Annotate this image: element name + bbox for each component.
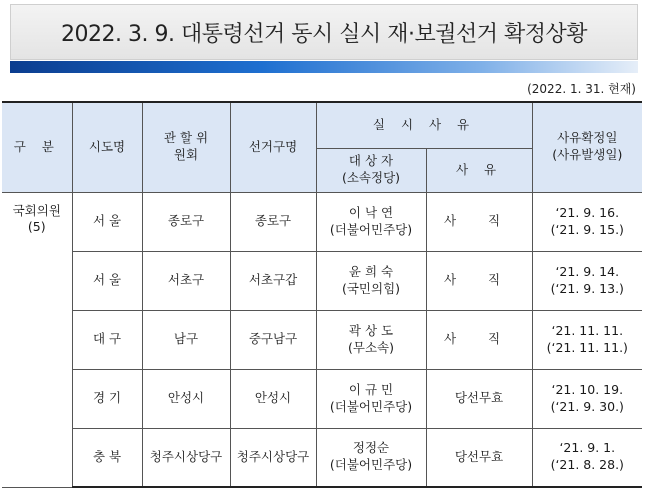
province-cell: 대 구	[72, 310, 142, 369]
target-name: 이 규 민	[348, 381, 394, 397]
date-occurred: (‘21. 9. 30.)	[550, 398, 624, 414]
election-table	[2, 101, 642, 488]
commission-cell: 안성시	[142, 369, 230, 428]
reason-cell: 사 직	[426, 192, 532, 251]
header-target-line2: (소속정당)	[341, 170, 401, 185]
date-occurred: (‘21. 9. 13.)	[550, 280, 624, 296]
page-title: 2022. 3. 9. 대통령선거 동시 실시 재·보궐선거 확정상황	[61, 21, 587, 47]
date-cell	[532, 428, 642, 487]
reason-cell: 당선무효	[426, 369, 532, 428]
date-confirmed: ‘21. 9. 1.	[559, 440, 616, 456]
reason-cell: 사 직	[426, 310, 532, 369]
date-confirmed: ‘21. 9. 14.	[555, 263, 620, 279]
title-gradient-bar	[10, 61, 638, 73]
commission-cell: 청주시상당구	[142, 428, 230, 487]
date-cell	[532, 192, 642, 251]
date-occurred: (‘21. 9. 15.)	[550, 221, 624, 237]
header-reason: 사 유	[426, 148, 532, 192]
district-cell: 서초구갑	[230, 251, 316, 310]
district-cell: 중구남구	[230, 310, 316, 369]
district-cell: 종로구	[230, 192, 316, 251]
header-district: 선거구명	[230, 102, 316, 192]
target-name: 이 낙 연	[348, 204, 394, 220]
table-row	[2, 369, 642, 428]
target-name: 정정순	[352, 440, 390, 456]
date-confirmed: ‘21. 11. 11.	[551, 322, 624, 338]
reason-cell: 사 직	[426, 251, 532, 310]
header-date-line1: 사유확정일	[557, 130, 618, 146]
header-target-line1: 대 상 자	[348, 153, 394, 169]
category-label: 국회의원	[12, 202, 61, 218]
header-commission	[142, 102, 230, 192]
date-cell	[532, 369, 642, 428]
header-commission-line1: 관 할 위	[163, 130, 209, 146]
province-cell: 충 북	[72, 428, 142, 487]
target-party: (더불어민주당)	[329, 398, 413, 414]
as-of-date: (2022. 1. 31. 현재)	[527, 82, 636, 96]
province-cell: 서 울	[72, 192, 142, 251]
commission-cell: 남구	[142, 310, 230, 369]
commission-cell: 서초구	[142, 251, 230, 310]
title-box	[10, 4, 638, 60]
table-row	[2, 428, 642, 487]
reason-cell: 당선무효	[426, 428, 532, 487]
target-party: (국민의힘)	[341, 280, 401, 296]
header-commission-line2: 원회	[173, 147, 199, 163]
target-cell	[316, 428, 426, 487]
province-cell: 서 울	[72, 251, 142, 310]
target-cell	[316, 251, 426, 310]
target-cell	[316, 369, 426, 428]
district-cell: 안성시	[230, 369, 316, 428]
date-occurred: (‘21. 11. 11.)	[546, 339, 628, 355]
target-party: (더불어민주당)	[329, 457, 413, 473]
category-count: (5)	[27, 219, 46, 235]
target-name: 곽 상 도	[348, 322, 394, 338]
category-cell	[2, 192, 72, 487]
target-name: 윤 희 숙	[348, 263, 394, 279]
target-cell	[316, 310, 426, 369]
table-row	[2, 310, 642, 369]
date-occurred: (‘21. 8. 28.)	[550, 457, 624, 473]
header-reason-group: 실 시 사 유	[316, 102, 532, 148]
header-date	[532, 102, 642, 192]
header-category: 구 분	[2, 102, 72, 192]
date-cell	[532, 310, 642, 369]
target-party: (무소속)	[348, 339, 394, 355]
target-cell	[316, 192, 426, 251]
header-date-line2: (사유발생일)	[552, 147, 623, 163]
header-target	[316, 148, 426, 192]
header-province: 시도명	[72, 102, 142, 192]
table-row	[2, 192, 642, 251]
commission-cell: 종로구	[142, 192, 230, 251]
table-row	[2, 251, 642, 310]
target-party: (더불어민주당)	[329, 221, 413, 237]
date-cell	[532, 251, 642, 310]
province-cell: 경 기	[72, 369, 142, 428]
district-cell: 청주시상당구	[230, 428, 316, 487]
date-confirmed: ‘21. 9. 16.	[555, 204, 620, 220]
date-confirmed: ‘21. 10. 19.	[551, 381, 624, 397]
